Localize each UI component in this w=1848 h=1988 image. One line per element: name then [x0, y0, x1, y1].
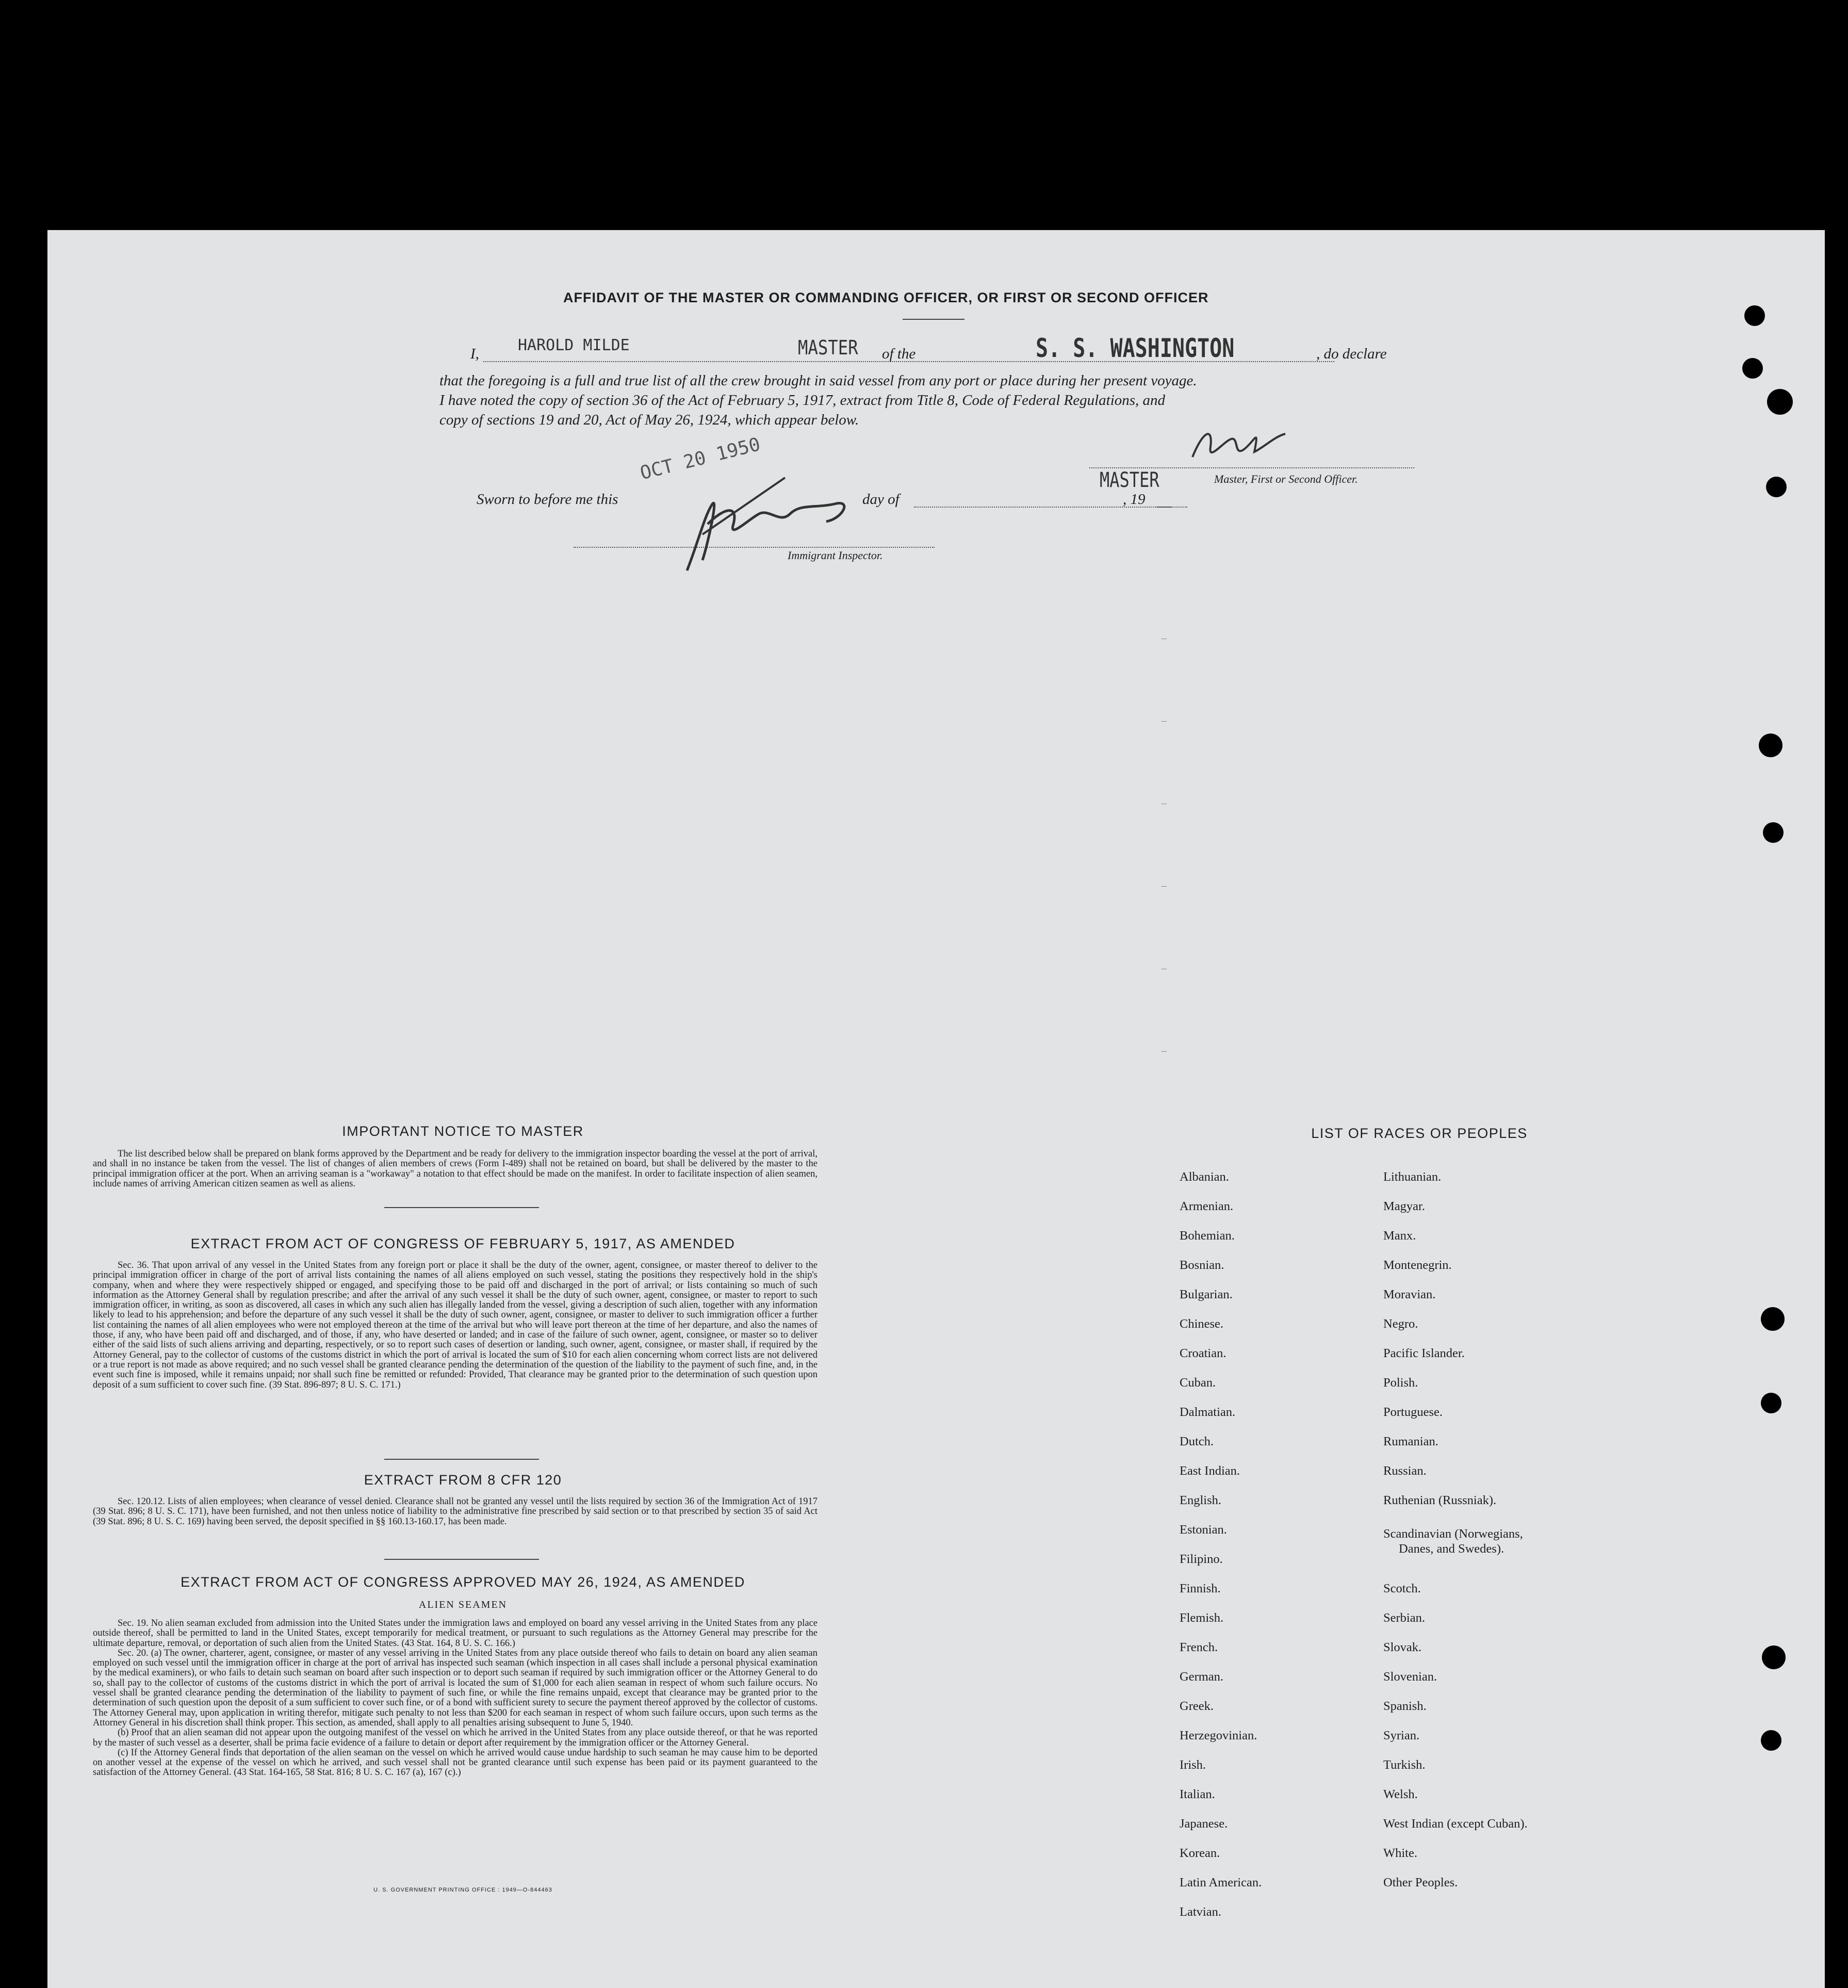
- inspector-caption: Immigrant Inspector.: [788, 549, 883, 562]
- printer-imprint: U. S. GOVERNMENT PRINTING OFFICE : 1949—O-844463: [373, 1887, 552, 1893]
- punch-hole: [1744, 305, 1765, 326]
- race-right-item: Syrian.: [1383, 1729, 1420, 1742]
- race-right-item: Other Peoples.: [1383, 1876, 1458, 1889]
- punch-hole: [1762, 1645, 1786, 1669]
- faint-mark: –: [1162, 715, 1167, 726]
- race-left-item: Cuban.: [1180, 1376, 1216, 1390]
- race-left-item: Dutch.: [1180, 1435, 1214, 1448]
- extract-cfr-body: Sec. 120.12. Lists of alien employees; when clearance of vessel denied. Clearance shall not be granted any vessel until the lists required by section 36 of the Immigration Act of 1917 (39 Stat. 896; 8 U. S. C. 171), have been furnished, and not then unless notice of liability to the administrative fine prescribed by said section or to that prescribed by section 35 of said Act (39 Stat. 896; 8 U. S. C. 169) having been served, the deposit specified in §§ 160.13-160.17, has been made.: [93, 1496, 817, 1527]
- race-right-item: Negro.: [1383, 1317, 1418, 1331]
- race-right-item: Slovak.: [1383, 1640, 1422, 1654]
- master-name: HAROLD MILDE: [518, 336, 630, 354]
- race-right-item: Welsh.: [1383, 1787, 1418, 1801]
- race-left-item: French.: [1180, 1640, 1218, 1654]
- race-right-item: West Indian (except Cuban).: [1383, 1817, 1528, 1831]
- sec-19: Sec. 19. No alien seaman excluded from admission into the United States under the immigration laws and employed on board any vessel arriving in the United States from any place outside thereof, shall be permitted to land in the United States, except temporarily for medical treatment, or pursuant to such regulations as the Attorney General may prescribe for the ultimate departure, removal, or deportation of such alien from the United States. (43 Stat. 164, 8 U. S. C. 166.): [93, 1618, 817, 1649]
- extract-1924-title: EXTRACT FROM ACT OF CONGRESS APPROVED MAY 26, 1924, AS AMENDED: [181, 1574, 745, 1590]
- race-right-item: Ruthenian (Russniak).: [1383, 1493, 1497, 1507]
- race-right-item: Magyar.: [1383, 1199, 1425, 1213]
- race-right-item: White.: [1383, 1846, 1417, 1860]
- race-left-item: Croatian.: [1180, 1346, 1226, 1360]
- race-left-item: Filipino.: [1180, 1552, 1223, 1566]
- race-left-item: Korean.: [1180, 1846, 1220, 1860]
- faint-mark: –: [1162, 632, 1167, 644]
- race-right-item: Manx.: [1383, 1229, 1416, 1243]
- of-the-label: of the: [882, 346, 916, 362]
- race-right-item: Pacific Islander.: [1383, 1346, 1465, 1360]
- race-left-item: Greek.: [1180, 1699, 1214, 1713]
- race-left-item: Armenian.: [1180, 1199, 1234, 1213]
- race-right-item: Russian.: [1383, 1464, 1427, 1478]
- punch-hole: [1761, 1393, 1781, 1413]
- race-left-item: Bulgarian.: [1180, 1288, 1233, 1301]
- race-left-item: Italian.: [1180, 1787, 1215, 1801]
- punch-hole: [1763, 822, 1784, 843]
- race-left-item: Estonian.: [1180, 1523, 1227, 1537]
- form-sheet: [47, 230, 1825, 1988]
- race-left-item: Albanian.: [1180, 1170, 1229, 1184]
- race-left-item: English.: [1180, 1493, 1221, 1507]
- sec-20c: (c) If the Attorney General finds that deportation of the alien seaman on the vessel on which he arrived would cause undue hardship to such seaman he may cause him to be deported on another vessel at the expense of the vessel on which he arrived, and such vessel shall not be granted clearance until such expense has been paid or its payment guaranteed to the satisfaction of the Attorney General. (43 Stat. 164-165, 58 Stat. 816; 8 U. S. C. 167 (a), 167 (c).): [93, 1747, 817, 1778]
- race-right-item: Scotch.: [1383, 1582, 1421, 1595]
- divider: [384, 1207, 539, 1208]
- race-left-item: Japanese.: [1180, 1817, 1228, 1831]
- date-stamp: OCT 20 1950: [638, 433, 763, 484]
- race-right-item: Portuguese.: [1383, 1405, 1443, 1419]
- race-right-item: Rumanian.: [1383, 1435, 1438, 1448]
- race-left-item: German.: [1180, 1670, 1224, 1684]
- master-stamp: MASTER: [1100, 468, 1159, 492]
- extract-1917-body: Sec. 36. That upon arrival of any vessel in the United States from any foreign port or place it shall be the duty of the owner, agent, consignee, or master thereof to deliver to the principal immigration officer in charge of the port of arrival lists containing the names of all aliens employed on such vessel, stating the positions they respectively hold in the ship's company, when and where they were respectively shipped or engaged, and specifying those to be paid off and discharged in the port of arrival; or lists containing so much of such information as the Attorney General shall by regulation prescribe; and after the arrival of any such vessel it shall be the duty of such owner, agent, consignee, or master to report to such immigration officer, in writing, as soon as discovered, all cases in which any such alien has illegally landed from the vessel, giving a description of such alien, together with any information likely to lead to his apprehension; and before the departure of any such vessel it shall be the duty of such owner, agent, consignee, or master to deliver to such immigration officer a further list containing the names of all alien employees who were not employed thereon at the time of the arrival but who will leave port thereon at the time of her departure, and also the names of those, if any, who have been paid off and discharged, and of those, if any, who have deserted or landed; and in case of the failure of such owner, agent, consignee, or master so to deliver either of the said lists of such aliens arriving and departing, respectively, or so to report such cases of desertion or landing, such owner, agent, consignee, or master shall, if required by the Attorney General, pay to the collector of customs of the customs district in which the port of arrival is located the sum of $10 for each alien concerning whom correct lists are not delivered or a true report is not made as above required; and no such vessel shall be granted clearance pending the determination of the question of the liability to the payment of such fine, and, in the event such fine is imposed, while it remains unpaid; nor shall such fine be remitted or refunded: Provided, That clearance may be granted prior to the determination of such question upon deposit of a sum sufficient to cover such fine. (39 Stat. 896-897; 8 U. S. C. 171.): [93, 1260, 817, 1390]
- race-left-item: Chinese.: [1180, 1317, 1224, 1331]
- punch-hole: [1767, 389, 1793, 415]
- officer-caption: Master, First or Second Officer.: [1214, 472, 1358, 485]
- punch-hole: [1761, 1730, 1781, 1751]
- race-right-item: Serbian.: [1383, 1611, 1425, 1625]
- sec-20b: (b) Proof that an alien seaman did not appear upon the outgoing manifest of the vessel on which he arrived in the United States from any place outside thereof, or that he was reported by the master of such vessel as a deserter, shall be prima facie evidence of a failure to detain or deport after requirement by the immigration officer or the Attorney General.: [93, 1728, 817, 1748]
- race-right-item: Turkish.: [1383, 1758, 1426, 1772]
- alien-seamen-subtitle: ALIEN SEAMEN: [418, 1599, 508, 1610]
- races-title: LIST OF RACES OR PEOPLES: [1311, 1126, 1528, 1141]
- declaration-line-3: I have noted the copy of section 36 of the Act of February 5, 1917, extract from Title 8, Code of Federal Regulations, and: [439, 392, 1166, 409]
- year-label: , 19: [1123, 491, 1146, 508]
- race-left-item: Bosnian.: [1180, 1258, 1224, 1272]
- race-left-item: Bohemian.: [1180, 1229, 1235, 1243]
- declarant-label: I,: [470, 346, 479, 362]
- race-right-item: Lithuanian.: [1383, 1170, 1442, 1184]
- race-right-item: Montenegrin.: [1383, 1258, 1452, 1272]
- declaration-line-2: that the foregoing is a full and true list of all the crew brought in said vessel from any port or place during her present voyage.: [439, 372, 1197, 389]
- race-right-item: Slovenian.: [1383, 1670, 1437, 1684]
- divider: [384, 1459, 539, 1460]
- title-ornament: [903, 319, 964, 320]
- race-right-item: Polish.: [1383, 1376, 1418, 1390]
- faint-mark: –: [1162, 880, 1167, 891]
- extract-1924-body: [93, 1619, 817, 1778]
- notice-body: The list described below shall be prepared on blank forms approved by the Department and be ready for delivery to the immigration inspector boarding the vessel at the port of arrival, and shall in no instance be taken from the vessel. The list of changes of alien members of crews (Form I-489) shall not be retained on board, but shall be delivered by the master to the principal immigration officer at the port. When an arriving seaman is a "workaway" a notation to that effect should be made on the manifest. In order to facilitate inspection of alien seamen, include names of arriving American citizen seamen as well as aliens.: [93, 1149, 817, 1189]
- year-line: [1156, 507, 1187, 508]
- extract-1917-title: EXTRACT FROM ACT OF CONGRESS OF FEBRUARY 5, 1917, AS AMENDED: [190, 1236, 735, 1251]
- punch-hole: [1766, 477, 1787, 497]
- sec-20a: Sec. 20. (a) The owner, charterer, agent, consignee, or master of any vessel arriving in the United States from any place outside thereof who fails to detain on board any alien seaman employed on such vessel until the immigration officer in charge at the port of arrival has inspected such seaman (which inspection in all cases shall include a personal physical examination by the medical examiners), or who fails to detain such seaman on board after such inspection or to deport such seaman if required by such immigration officer or the Attorney General to do so, shall pay to the collector of customs of the customs district in which the port of arrival is located the sum of $1,000 for each alien seaman in respect of whom such failure occurs. No vessel shall be granted clearance pending the determination of the liability to payment of such fine, or while the fine remains unpaid, except that clearance may be granted prior to the determination of such question upon the deposit of a sum sufficient to cover such fine, or of a bond with sufficient surety to secure the payment thereof approved by the collector of customs. The Attorney General may, upon application in writing therefor, mitigate such penalty to not less than $200 for each seaman in respect of whom such failure occurs, upon such terms as the Attorney General in his discretion shall think proper. This section, as amended, shall apply to all penalties arising subsequent to June 5, 1940.: [93, 1648, 817, 1728]
- punch-hole: [1742, 358, 1763, 379]
- sworn-label: Sworn to before me this: [477, 491, 618, 508]
- faint-mark: –: [1162, 797, 1167, 809]
- faint-mark: –: [1162, 1045, 1167, 1056]
- race-left-item: Finnish.: [1180, 1582, 1221, 1595]
- race-right-item: Scandinavian (Norwegians,: [1383, 1527, 1523, 1541]
- race-right-item: Moravian.: [1383, 1288, 1436, 1301]
- punch-hole: [1761, 1307, 1785, 1331]
- race-left-item: Latvian.: [1180, 1905, 1221, 1919]
- race-right-item: Danes, and Swedes).: [1399, 1542, 1504, 1556]
- affidavit-title: AFFIDAVIT OF THE MASTER OR COMMANDING OFFICER, OR FIRST OR SECOND OFFICER: [563, 290, 1209, 305]
- divider: [384, 1559, 539, 1560]
- race-left-item: Irish.: [1180, 1758, 1206, 1772]
- day-of-label: day of: [862, 491, 900, 508]
- rank-stamp: MASTER: [798, 336, 858, 359]
- race-left-item: Herzegovinian.: [1180, 1729, 1257, 1742]
- declaration-line-4: copy of sections 19 and 20, Act of May 26, 1924, which appear below.: [439, 412, 859, 428]
- officer-signature: [1182, 421, 1296, 472]
- punch-hole: [1759, 734, 1782, 757]
- race-left-item: Flemish.: [1180, 1611, 1224, 1625]
- faint-mark: –: [1162, 963, 1167, 974]
- race-right-item: Spanish.: [1383, 1699, 1427, 1713]
- race-left-item: Latin American.: [1180, 1876, 1262, 1889]
- vessel-name: S. S. WASHINGTON: [1036, 333, 1235, 363]
- notice-title: IMPORTANT NOTICE TO MASTER: [342, 1123, 584, 1139]
- race-left-item: Dalmatian.: [1180, 1405, 1236, 1419]
- declare-label: , do declare: [1316, 346, 1387, 362]
- extract-cfr-title: EXTRACT FROM 8 CFR 120: [364, 1472, 562, 1488]
- race-left-item: East Indian.: [1180, 1464, 1240, 1478]
